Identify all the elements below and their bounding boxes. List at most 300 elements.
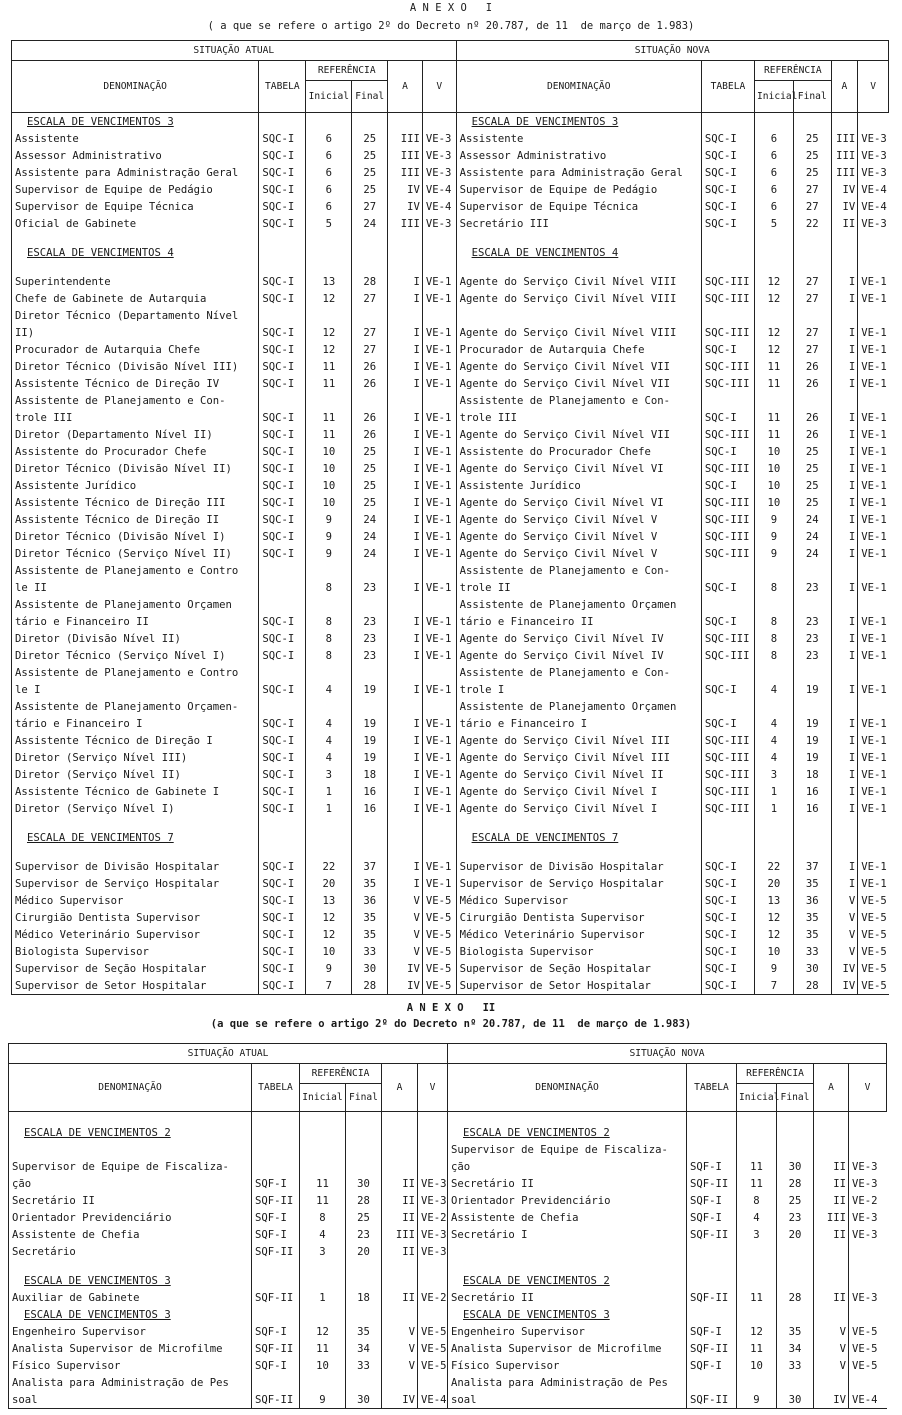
right-a-cell: I [831,341,858,358]
left-inicial-cell: 12 [300,1323,346,1340]
right-inicial-cell: 4 [755,715,794,732]
left-v-cell: VE-1 [422,290,456,307]
left-a-cell: I [388,494,423,511]
right-denominacao-cell: Agente do Serviço Civil Nível VII [456,426,701,443]
left-final-cell [346,1141,382,1158]
left-tabela-cell: SQC-I [259,766,306,783]
left-a-cell: I [388,681,423,698]
left-a-cell: II [382,1289,418,1306]
table-row [12,409,889,426]
right-a-cell: IV [831,198,858,215]
right-final-cell: 36 [793,892,831,909]
right-final-cell: 27 [793,290,831,307]
left-a-cell: V [382,1357,418,1374]
right-final-cell: 24 [793,545,831,562]
right-final-cell: 23 [793,579,831,596]
empty-cell [849,1124,887,1141]
right-inicial-cell: 11 [755,426,794,443]
a-header: A [388,61,423,113]
empty-cell [306,244,352,261]
empty-cell [300,1124,346,1141]
empty-cell [388,261,423,273]
empty-cell [352,829,388,846]
left-v-cell: VE-3 [422,147,456,164]
right-denominacao-cell: Assistente [456,130,701,147]
right-a-cell: V [831,909,858,926]
section-heading-text: ESCALA DE VENCIMENTOS 4 [471,247,619,259]
left-inicial-cell [306,392,352,409]
left-v-cell: VE-1 [422,409,456,426]
left-inicial-cell: 6 [306,130,352,147]
right-tabela-cell: SQC-I [701,477,754,494]
left-a-cell: V [388,892,423,909]
empty-cell [306,817,352,829]
right-v-cell: VE-5 [849,1323,887,1340]
left-final-cell: 23 [352,647,388,664]
right-v-cell: VE-5 [858,909,889,926]
left-tabela-cell: SQF-I [252,1357,300,1374]
table-row [9,1158,887,1175]
left-inicial-cell: 4 [306,732,352,749]
right-a-cell [831,664,858,681]
right-inicial-cell: 1 [755,783,794,800]
table-row [12,494,889,511]
right-a-cell: I [831,358,858,375]
empty-cell [306,113,352,131]
referencia-header: REFERÊNCIA [306,61,388,81]
left-a-cell: V [388,943,423,960]
left-inicial-cell: 1 [306,783,352,800]
left-denominacao-cell: Assistente Jurídico [12,477,259,494]
left-final-cell: 35 [352,875,388,892]
left-v-cell: VE-1 [422,494,456,511]
left-a-cell: I [388,477,423,494]
left-denominacao-cell: Supervisor de Divisão Hospitalar [12,858,259,875]
left-tabela-cell [252,1374,300,1391]
right-v-cell: VE-1 [858,875,889,892]
empty-cell [456,261,701,273]
right-final-cell: 37 [793,858,831,875]
left-tabela-cell: SQC-I [259,715,306,732]
tabela-header: TABELA [252,1064,300,1112]
right-v-cell: VE-5 [858,943,889,960]
left-final-cell: 28 [346,1192,382,1209]
left-inicial-cell: 6 [306,181,352,198]
right-denominacao-cell: Supervisor de Divisão Hospitalar [456,858,701,875]
left-denominacao-cell: Engenheiro Supervisor [9,1323,252,1340]
empty-cell [737,1306,777,1323]
empty-cell [831,846,858,858]
denominacao-header: DENOMINAÇÃO [12,61,259,113]
right-tabela-cell: SQC-I [701,960,754,977]
right-denominacao-cell: ção [448,1158,687,1175]
v-header: V [858,61,889,113]
table-row [9,1226,887,1243]
left-v-cell [418,1374,448,1391]
right-inicial-cell: 12 [755,290,794,307]
final-header: Final [352,81,388,113]
right-v-cell: VE-1 [858,732,889,749]
left-final-cell: 16 [352,800,388,817]
left-v-cell: VE-1 [422,732,456,749]
left-v-cell: VE-1 [422,647,456,664]
left-v-cell: VE-1 [422,477,456,494]
left-denominacao-cell: Supervisor de Equipe de Pedágio [12,181,259,198]
spacer-row [12,817,889,829]
left-v-cell: VE-1 [422,324,456,341]
empty-cell [814,1124,849,1141]
table-row [12,613,889,630]
empty-cell [388,846,423,858]
left-a-cell: I [388,783,423,800]
table-row [12,164,889,181]
right-v-cell [858,698,889,715]
right-tabela-cell: SQF-II [687,1226,737,1243]
left-tabela-cell: SQC-I [259,358,306,375]
right-v-cell: VE-1 [858,426,889,443]
empty-cell [755,113,794,131]
right-denominacao-cell: Assistente de Planejamento e Con- [456,392,701,409]
left-denominacao-cell: trole III [12,409,259,426]
empty-cell [448,1112,687,1125]
left-denominacao-cell: Cirurgião Dentista Supervisor [12,909,259,926]
left-inicial-cell: 5 [306,215,352,232]
empty-cell [687,1124,737,1141]
right-denominacao-cell: trole III [456,409,701,426]
right-final-cell: 28 [777,1289,814,1306]
left-tabela-cell: SQF-II [252,1243,300,1260]
table-row [12,715,889,732]
right-tabela-cell: SQC-I [701,409,754,426]
right-v-cell: VE-3 [849,1209,887,1226]
empty-cell [259,261,306,273]
empty-cell [418,1124,448,1141]
right-tabela-cell [687,1374,737,1391]
section-heading-row [12,113,889,131]
right-final-cell: 23 [793,630,831,647]
right-final-cell [793,596,831,613]
left-tabela-cell: SQC-I [259,426,306,443]
right-v-cell: VE-1 [858,545,889,562]
left-a-cell: IV [388,198,423,215]
a-header: A [814,1064,849,1112]
empty-cell [300,1272,346,1289]
right-tabela-cell: SQC-III [701,358,754,375]
final-header: Final [793,81,831,113]
left-inicial-cell: 8 [306,579,352,596]
right-v-cell: VE-1 [858,613,889,630]
left-a-cell [388,664,423,681]
left-inicial-cell [306,307,352,324]
left-inicial-cell: 22 [306,858,352,875]
left-tabela-cell [259,698,306,715]
right-denominacao-cell: Agente do Serviço Civil Nível II [456,766,701,783]
right-inicial-cell: 9 [755,528,794,545]
left-tabela-cell: SQC-I [259,630,306,647]
right-tabela-cell [701,698,754,715]
right-denominacao-cell: Agente do Serviço Civil Nível III [456,732,701,749]
left-final-cell [352,307,388,324]
left-tabela-cell: SQF-I [252,1226,300,1243]
right-v-cell: VE-1 [858,443,889,460]
left-inicial-cell [300,1141,346,1158]
v-header: V [422,61,456,113]
right-denominacao-cell [456,307,701,324]
right-a-cell: I [831,494,858,511]
left-inicial-cell: 11 [306,426,352,443]
right-a-cell [814,1141,849,1158]
final-header: Final [777,1084,814,1112]
right-v-cell: VE-5 [858,892,889,909]
right-section-heading [456,244,701,261]
left-v-cell: VE-2 [418,1289,448,1306]
left-inicial-cell: 10 [306,443,352,460]
left-tabela-cell: SQF-I [252,1175,300,1192]
left-final-cell: 25 [352,164,388,181]
right-final-cell: 24 [793,528,831,545]
left-tabela-cell: SQC-I [259,732,306,749]
right-final-cell: 28 [777,1175,814,1192]
left-final-cell: 25 [352,494,388,511]
right-inicial-cell: 10 [737,1357,777,1374]
right-a-cell: II [814,1192,849,1209]
right-inicial-cell: 11 [737,1289,777,1306]
empty-cell [831,261,858,273]
right-final-cell: 19 [793,749,831,766]
left-final-cell: 19 [352,749,388,766]
left-v-cell: VE-1 [422,545,456,562]
left-v-cell: VE-5 [422,943,456,960]
left-a-cell [382,1158,418,1175]
right-denominacao-cell: Supervisor de Setor Hospitalar [456,977,701,995]
right-tabela-cell: SQF-II [687,1340,737,1357]
empty-cell [259,829,306,846]
left-tabela-cell: SQC-I [259,494,306,511]
empty-cell [777,1272,814,1289]
empty-cell [448,1260,687,1272]
left-denominacao-cell: Secretário II [9,1192,252,1209]
left-final-cell: 30 [352,960,388,977]
left-a-cell: V [382,1323,418,1340]
table-row [12,324,889,341]
left-inicial-cell: 1 [300,1289,346,1306]
empty-cell [456,846,701,858]
left-inicial-cell: 3 [306,766,352,783]
right-inicial-cell [755,698,794,715]
right-denominacao-cell: Secretário II [448,1175,687,1192]
left-a-cell: I [388,443,423,460]
left-denominacao-cell: Assistente Técnico de Direção III [12,494,259,511]
left-denominacao-cell: tário e Financeiro II [12,613,259,630]
left-inicial-cell: 11 [300,1340,346,1357]
left-a-cell: I [388,409,423,426]
table-row [9,1323,887,1340]
right-denominacao-cell: Supervisor de Seção Hospitalar [456,960,701,977]
empty-cell [12,232,259,244]
right-a-cell: I [831,579,858,596]
empty-cell [418,1260,448,1272]
left-tabela-cell [259,562,306,579]
table-row [12,545,889,562]
right-a-cell: I [831,511,858,528]
table-row [12,130,889,147]
annex1-subtitle: ( a que se refere o artigo 2º do Decreto nº 20.787, de 11 de março de 1.983) [207,20,695,32]
left-final-cell: 18 [352,766,388,783]
right-inicial-cell: 22 [755,858,794,875]
empty-cell [777,1306,814,1323]
tabela-header: TABELA [259,61,306,113]
left-final-cell: 25 [352,147,388,164]
left-denominacao-cell: Assistente de Planejamento Orçamen [12,596,259,613]
right-denominacao-cell: Agente do Serviço Civil Nível VIII [456,324,701,341]
table-row [9,1209,887,1226]
right-inicial-cell: 7 [755,977,794,995]
left-a-cell: III [388,130,423,147]
empty-cell [422,113,456,131]
right-v-cell [849,1141,887,1158]
right-tabela-cell: SQC-III [701,545,754,562]
right-denominacao-cell [448,1243,687,1260]
left-inicial-cell: 13 [306,892,352,909]
right-v-cell: VE-1 [858,766,889,783]
empty-cell [300,1260,346,1272]
empty-cell [755,817,794,829]
right-denominacao-cell: Supervisor de Equipe de Fiscaliza- [448,1141,687,1158]
section-heading-row [12,244,889,261]
right-denominacao-cell: Supervisor de Serviço Hospitalar [456,875,701,892]
left-v-cell: VE-1 [422,341,456,358]
left-tabela-cell: SQC-I [259,409,306,426]
left-inicial-cell: 7 [306,977,352,995]
left-v-cell: VE-1 [422,613,456,630]
right-final-cell: 25 [793,164,831,181]
right-v-cell: VE-1 [858,681,889,698]
right-v-cell: VE-1 [858,630,889,647]
empty-cell [793,817,831,829]
left-final-cell [352,392,388,409]
right-denominacao-cell: Procurador de Autarquia Chefe [456,341,701,358]
right-v-cell: VE-1 [858,858,889,875]
empty-cell [352,261,388,273]
right-inicial-cell [737,1243,777,1260]
right-denominacao-cell: Agente do Serviço Civil Nível III [456,749,701,766]
right-final-cell: 35 [793,926,831,943]
right-denominacao-cell: Assistente para Administração Geral [456,164,701,181]
left-a-cell [388,392,423,409]
right-a-cell: V [831,892,858,909]
left-tabela-cell: SQC-I [259,875,306,892]
empty-cell [388,113,423,131]
empty-cell [687,1260,737,1272]
right-a-cell: I [831,528,858,545]
left-v-cell: VE-1 [422,358,456,375]
left-tabela-cell: SQC-I [259,647,306,664]
empty-cell [793,261,831,273]
left-tabela-cell: SQC-I [259,273,306,290]
left-denominacao-cell: Supervisor de Serviço Hospitalar [12,875,259,892]
left-denominacao-cell [9,1141,252,1158]
right-tabela-cell: SQF-I [687,1357,737,1374]
right-tabela-cell: SQF-II [687,1175,737,1192]
left-final-cell: 27 [352,290,388,307]
left-denominacao-cell: Diretor Técnico (Divisão Nível I) [12,528,259,545]
right-v-cell: VE-1 [858,460,889,477]
empty-cell [422,817,456,829]
right-v-cell: VE-5 [858,977,889,995]
left-a-cell: I [388,290,423,307]
left-a-cell [382,1141,418,1158]
empty-cell [701,846,754,858]
left-final-cell: 35 [352,926,388,943]
empty-cell [858,829,889,846]
empty-cell [814,1272,849,1289]
left-v-cell: VE-5 [418,1340,448,1357]
section-heading-row [12,829,889,846]
right-tabela-cell: SQC-I [701,681,754,698]
left-inicial-cell: 8 [300,1209,346,1226]
left-tabela-cell: SQF-I [252,1323,300,1340]
right-a-cell [831,562,858,579]
right-a-cell: V [814,1323,849,1340]
right-denominacao-cell: Assistente do Procurador Chefe [456,443,701,460]
left-denominacao-cell: Assistente de Planejamento e Contro [12,664,259,681]
right-v-cell: VE-1 [858,273,889,290]
left-a-cell: I [388,579,423,596]
left-inicial-cell: 9 [306,528,352,545]
right-denominacao-cell: Agente do Serviço Civil Nível IV [456,647,701,664]
right-inicial-cell: 3 [737,1226,777,1243]
empty-cell [755,829,794,846]
right-final-cell: 25 [793,443,831,460]
right-v-cell: VE-1 [858,579,889,596]
left-denominacao-cell: soal [9,1391,252,1409]
right-inicial-cell [755,596,794,613]
left-final-cell: 37 [352,858,388,875]
empty-cell [346,1260,382,1272]
section-heading-text: ESCALA DE VENCIMENTOS 4 [27,247,174,259]
empty-cell [306,846,352,858]
left-tabela-cell [252,1158,300,1175]
left-tabela-cell: SQC-I [259,290,306,307]
right-v-cell: VE-1 [858,324,889,341]
right-inicial-cell: 1 [755,800,794,817]
right-tabela-cell: SQC-I [701,579,754,596]
empty-cell [352,232,388,244]
tabela-header: TABELA [701,61,754,113]
right-inicial-cell: 6 [755,198,794,215]
left-tabela-cell [259,664,306,681]
left-final-cell: 35 [352,909,388,926]
table-row [9,1175,887,1192]
left-tabela-cell [259,596,306,613]
right-inicial-cell: 12 [755,926,794,943]
right-tabela-cell: SQC-III [701,800,754,817]
right-a-cell [814,1374,849,1391]
empty-cell [300,1112,346,1125]
left-denominacao-cell: Diretor (Departamento Nível II) [12,426,259,443]
right-a-cell: I [831,630,858,647]
left-a-cell: III [382,1226,418,1243]
right-v-cell: VE-3 [849,1289,887,1306]
left-final-cell [352,562,388,579]
left-final-cell: 33 [352,943,388,960]
section-heading-text: ESCALA DE VENCIMENTOS 3 [24,1309,171,1321]
right-final-cell: 16 [793,800,831,817]
left-a-cell: I [388,341,423,358]
right-a-cell: I [831,749,858,766]
left-a-cell: I [388,426,423,443]
right-inicial-cell: 11 [737,1175,777,1192]
